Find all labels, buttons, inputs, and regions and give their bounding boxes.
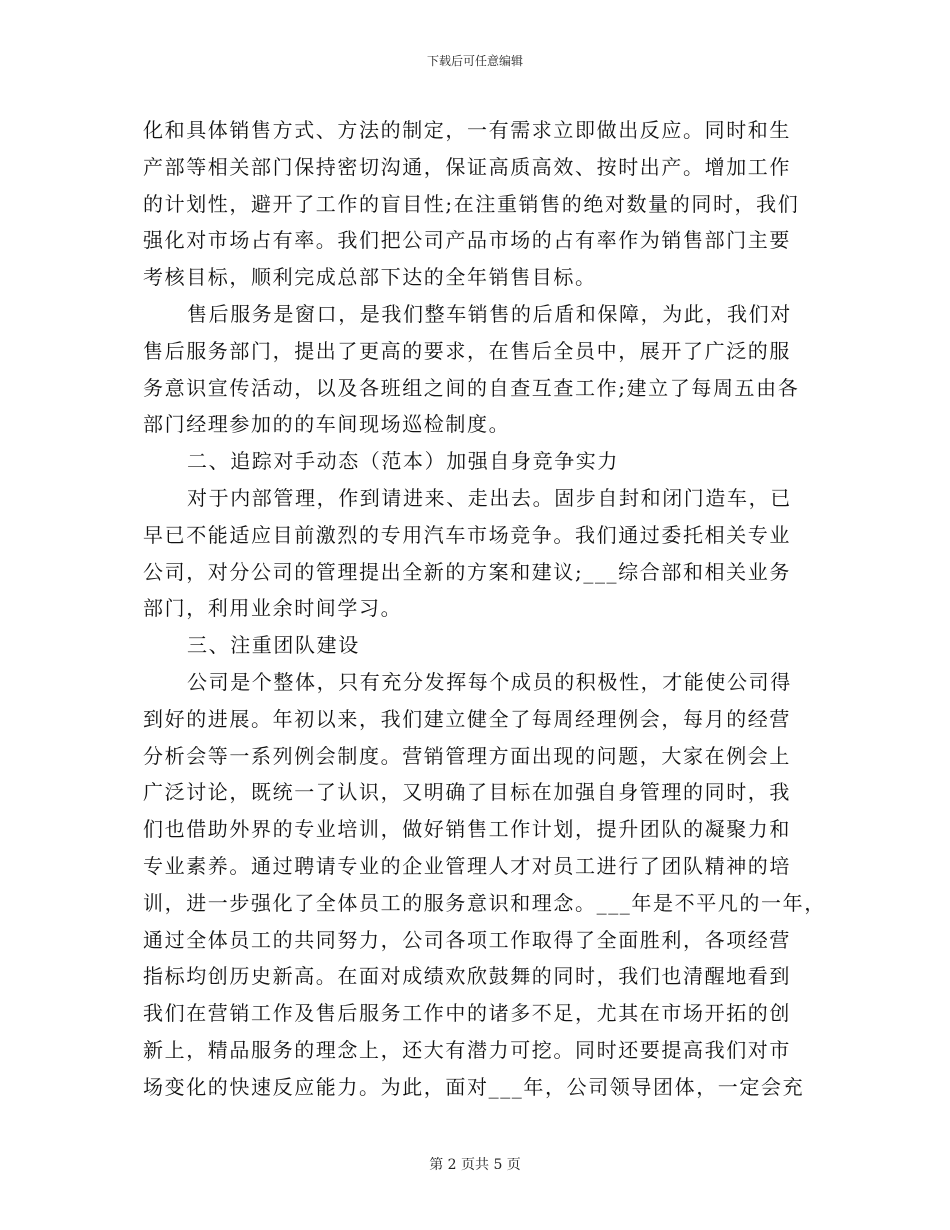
text-line: 通过全体员工的共同努力，公司各项工作取得了全面胜利，各项经营 xyxy=(143,927,791,952)
text-line: 场变化的快速反应能力。为此，面对___年，公司领导团体，一定会充 xyxy=(143,1074,805,1099)
text-line: 售后服务是窗口，是我们整车销售的后盾和保障，为此，我们对 xyxy=(187,301,792,326)
text-line: 广泛讨论，既统一了认识，又明确了目标在加强自身管理的同时，我 xyxy=(143,780,791,805)
text-line: 对于内部管理，作到请进来、走出去。固步自封和闭门造车，已 xyxy=(187,485,792,510)
text-line: 专业素养。通过聘请专业的企业管理人才对员工进行了团队精神的培 xyxy=(143,853,791,878)
text-line: 到好的进展。年初以来，我们建立健全了每周经理例会，每月的经营 xyxy=(143,706,791,731)
text-line: 分析会等一系列例会制度。营销管理方面出现的问题，大家在例会上 xyxy=(143,743,791,768)
text-line: 的计划性，避开了工作的盲目性;在注重销售的绝对数量的同时，我们 xyxy=(143,191,800,216)
text-line: 产部等相关部门保持密切沟通，保证高质高效、按时出产。增加工作 xyxy=(143,154,791,179)
text-line: 二、追踪对手动态（范本）加强自身竞争实力 xyxy=(187,449,619,474)
text-line: 公司是个整体，只有充分发挥每个成员的积极性，才能使公司得 xyxy=(187,669,792,694)
text-line: 强化对市场占有率。我们把公司产品市场的占有率作为销售部门主要 xyxy=(143,228,791,253)
text-line: 早已不能适应目前激烈的专用汽车市场竞争。我们通过委托相关专业 xyxy=(143,522,791,547)
text-line: 们也借助外界的专业培训，做好销售工作计划，提升团队的凝聚力和 xyxy=(143,817,791,842)
document-body xyxy=(143,112,826,1106)
page-header: 下载后可任意编辑 xyxy=(426,54,523,68)
page-footer: 第 2 页共 5 页 xyxy=(429,1157,521,1173)
text-line: 部门，利用业余时间学习。 xyxy=(143,596,403,621)
text-line: 考核目标，顺利完成总部下达的全年销售目标。 xyxy=(143,265,597,290)
text-line: 三、注重团队建设 xyxy=(187,633,360,658)
text-line: 新上，精品服务的理念上，还大有潜力可挖。同时还要提高我们对市 xyxy=(143,1037,791,1062)
text-line: 我们在营销工作及售后服务工作中的诸多不足，尤其在市场开拓的创 xyxy=(143,1001,791,1026)
text-line: 部门经理参加的的车间现场巡检制度。 xyxy=(143,412,511,437)
text-line: 公司，对分公司的管理提出全新的方案和建议;___综合部和相关业务 xyxy=(143,559,791,584)
text-line: 务意识宣传活动，以及各班组之间的自查互查工作;建立了每周五由各 xyxy=(143,375,800,400)
text-line: 化和具体销售方式、方法的制定，一有需求立即做出反应。同时和生 xyxy=(143,118,791,142)
text-line: 训，进一步强化了全体员工的服务意识和理念。___年是不平凡的一年， xyxy=(143,890,826,915)
text-line: 售后服务部门，提出了更高的要求，在售后全员中，展开了广泛的服 xyxy=(143,338,791,363)
text-line: 指标均创历史新高。在面对成绩欢欣鼓舞的同时，我们也清醒地看到 xyxy=(143,964,791,989)
